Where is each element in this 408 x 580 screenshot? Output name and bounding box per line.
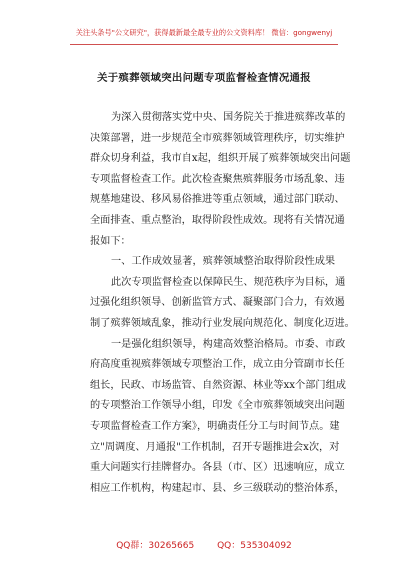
body-line: 报如下： [90, 235, 131, 247]
body-line: 立"周调度、月通报"工作机制，召开专题推进会x次，对 [90, 441, 340, 453]
body-line: 重大问题实行挂牌督办。各县（市、区）迅速响应，成立 [90, 462, 345, 474]
body-line: 规墓地建设、移风易俗推进等重点领域，通过部门联动、 [90, 194, 345, 206]
body-line: 组长，民政、市场监管、自然资源、林业等xx个部门组成 [90, 379, 346, 391]
body-line: 此次专项监督检查以保障民生、规范秩序为目标，通 [111, 276, 346, 288]
body-line: 的专项整治工作领导小组，印发《全市殡葬领域突出问题 [90, 400, 345, 412]
footer-qq-group: QQ群：30265665 [116, 541, 195, 551]
body-line: 专项监督检查工作。此次检查聚焦殡葬服务市场乱象、违 [90, 173, 345, 185]
footer-contact [0, 538, 408, 551]
header-divider [70, 44, 338, 45]
footer-qq: QQ：535304092 [217, 541, 292, 551]
body-line: 制了殡葬领域乱象，推动行业发展向规范化、制度化迈进。 [90, 317, 355, 329]
header-banner [0, 0, 408, 58]
body-line: 一是强化组织领导，构建高效整治格局。市委、市政 [111, 338, 346, 350]
body-line: 决策部署，进一步规范全市殡葬领域管理秩序，切实维护 [90, 132, 345, 144]
body-line: 过强化组织领导、创新监管方式、凝聚部门合力，有效遏 [90, 297, 345, 309]
body-line: 相应工作机构，构建起市、县、乡三级联动的整治体系， [90, 482, 345, 494]
body-line: 为深入贯彻落实党中央、国务院关于推进殡葬改革的 [111, 112, 346, 123]
section-heading: 一、工作成效显著，殡葬领域整治取得阶段性成果 [111, 256, 336, 268]
document-title: 关于殡葬领域突出问题专项监督检查情况通报 [97, 72, 311, 84]
header-notice: 关注头条号"公文研究"，获得最新最全最专业的公文资料库！ 微信：gongwenyj [75, 28, 333, 37]
body-line: 专项监督检查工作方案》，明确责任分工与时间节点。建 [90, 420, 340, 432]
document-body [90, 108, 355, 499]
body-line: 全面排查、重点整治，取得阶段性成效。现将有关情况通 [90, 214, 345, 226]
body-line: 府高度重视殡葬领域专项整治工作，成立由分管副市长任 [90, 359, 345, 371]
body-line: 群众切身利益，我市自x起，组织开展了殡葬领域突出问题 [90, 153, 351, 165]
